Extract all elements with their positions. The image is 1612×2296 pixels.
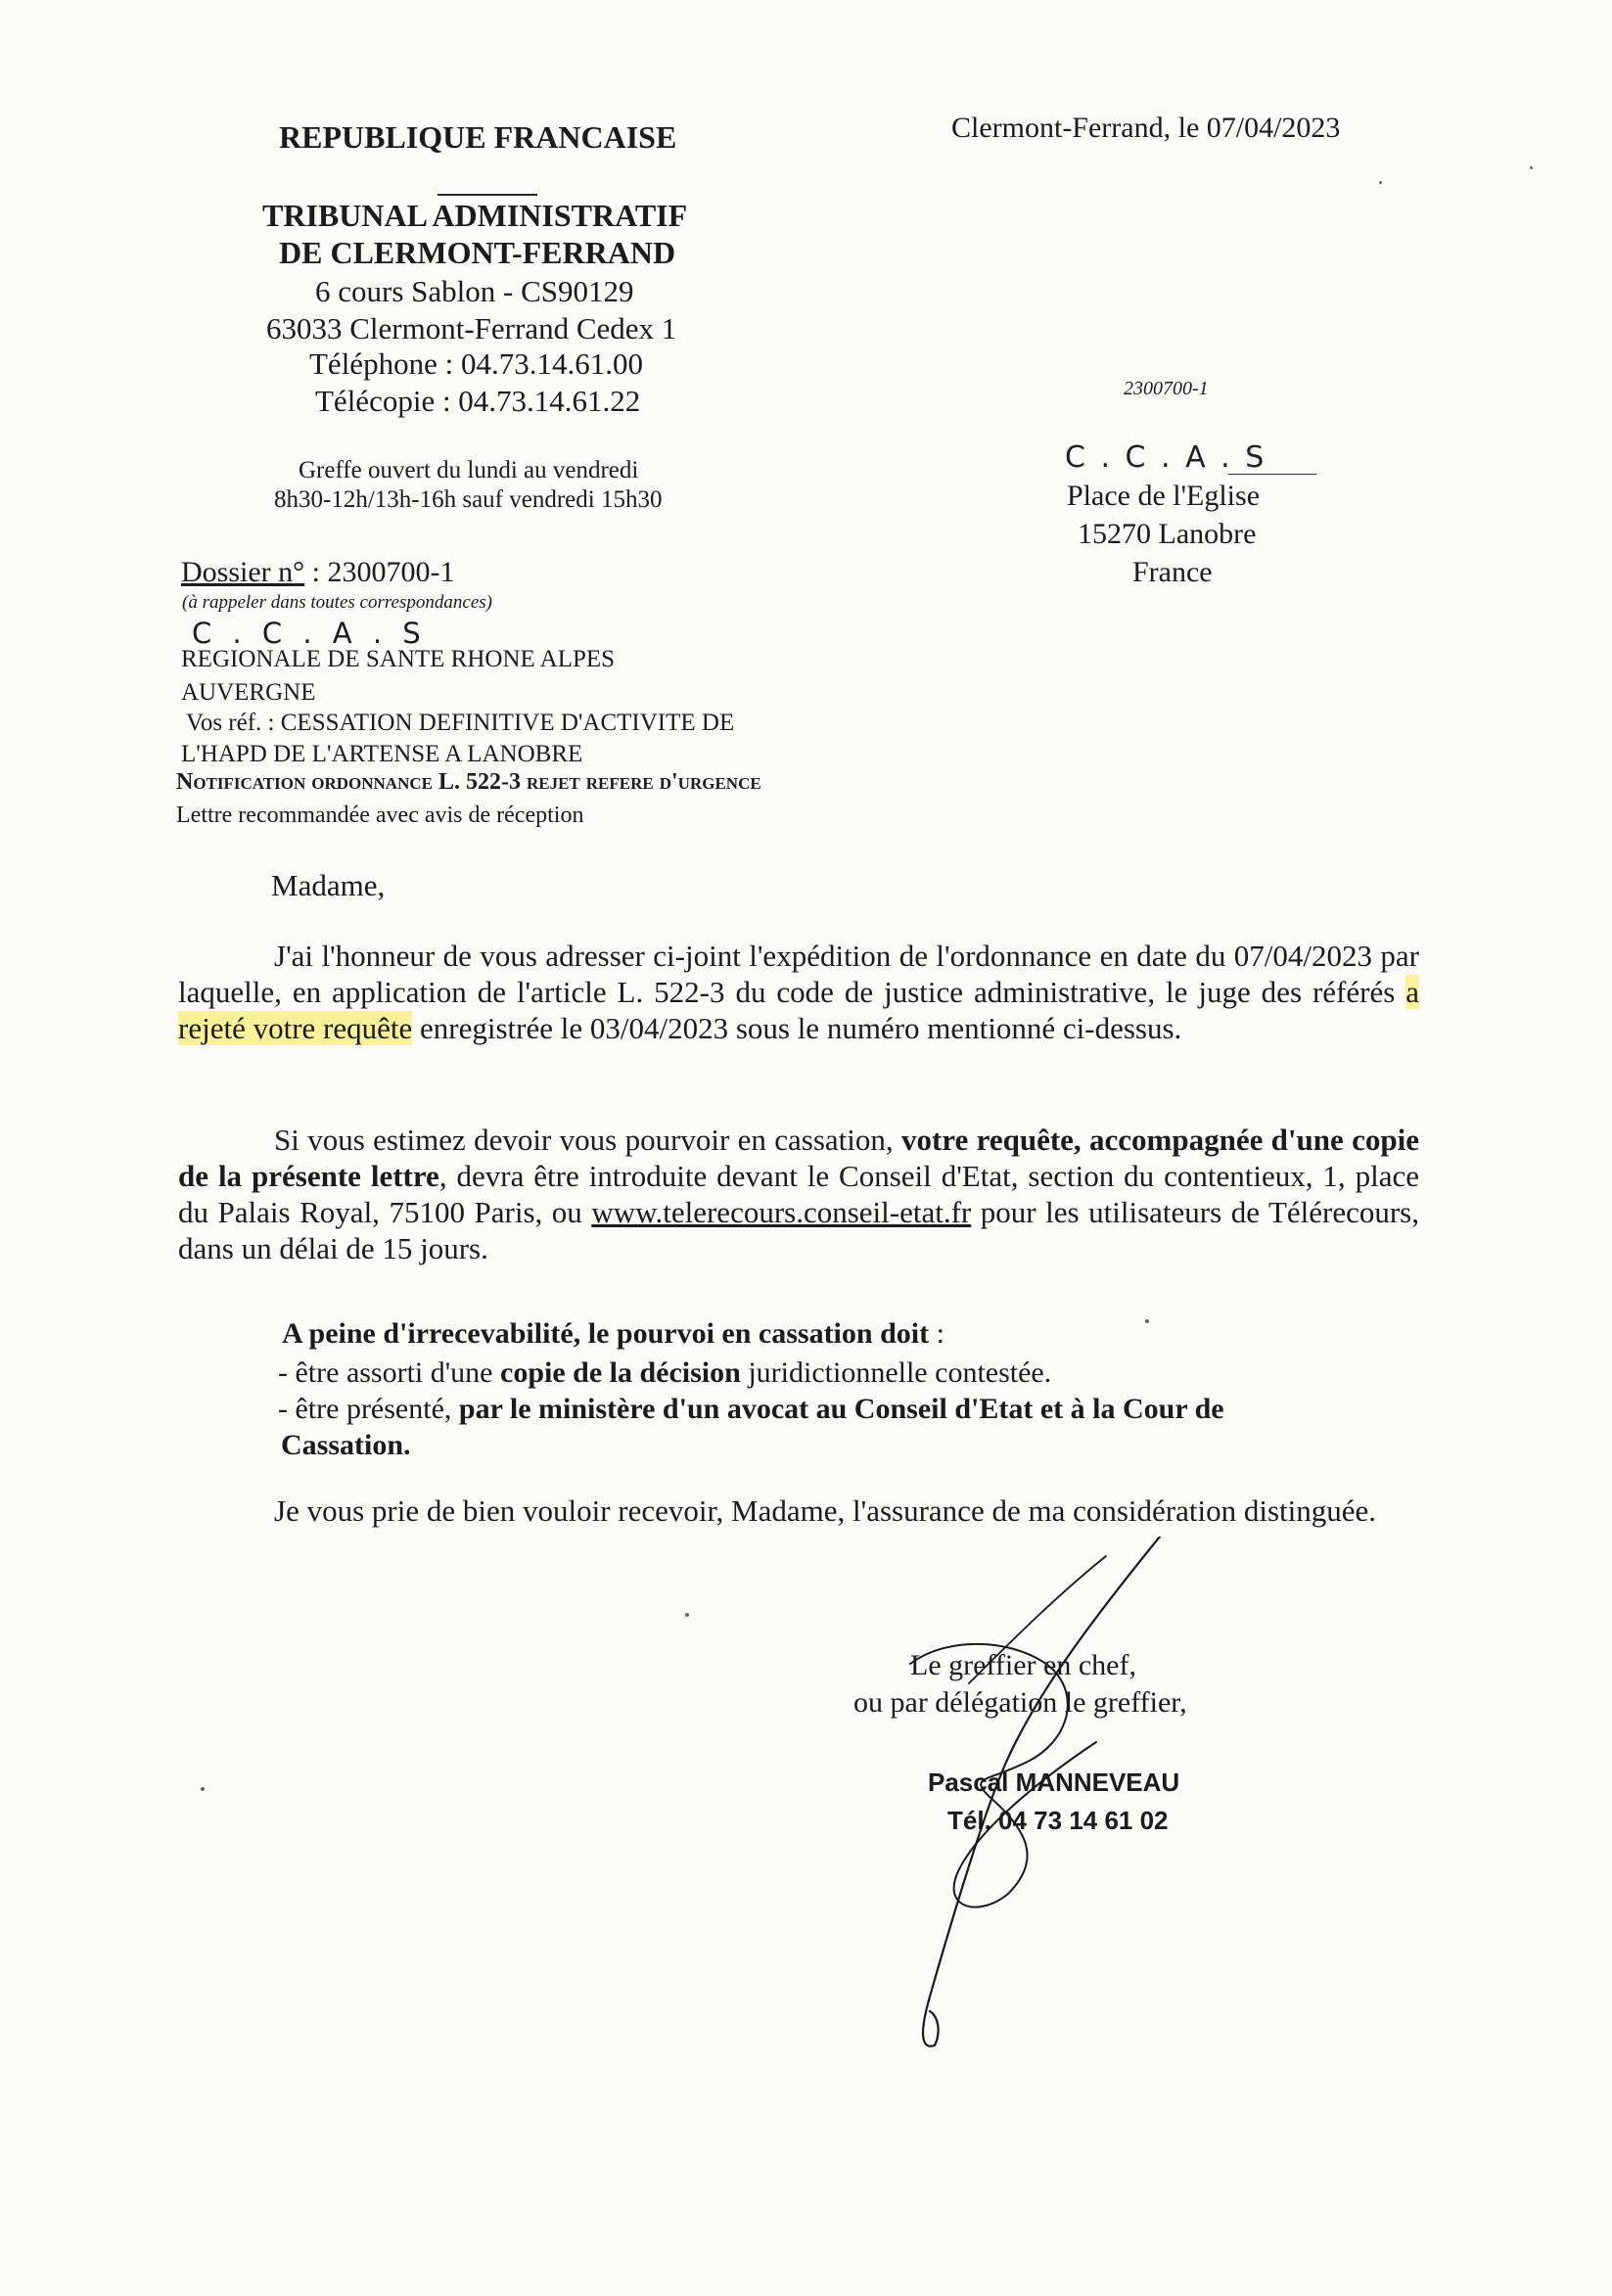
scan-speck xyxy=(1530,166,1533,169)
paragraph1-text-a: J'ai l'honneur de vous adresser ci-joint l'expédition de l'ordonnance en date du 07/04/2023 par laquelle, en application de l'article L. 522-3 du code de justice administrative, le juge des référés xyxy=(178,939,1419,1009)
sender-handwritten: C . C . A . S xyxy=(192,617,427,650)
condition2-bold2: Cassation xyxy=(281,1429,404,1461)
agency-line2: AUVERGNE xyxy=(181,679,316,706)
case-reference-small: 2300700-1 xyxy=(1124,378,1209,399)
telerecours-link[interactable]: www.telerecours.conseil-etat.fr xyxy=(591,1195,972,1229)
condition2-end: . xyxy=(403,1429,411,1461)
scan-speck xyxy=(685,1613,689,1617)
court-address-line2: 63033 Clermont-Ferrand Cedex 1 xyxy=(266,311,677,345)
condition-item-2 xyxy=(278,1393,1224,1426)
signatory-title-line2: ou par délégation le greffier, xyxy=(853,1686,1187,1719)
recipient-city: 15270 Lanobre xyxy=(1078,518,1257,550)
your-reference-line2: L'HAPD DE L'ARTENSE A LANOBRE xyxy=(181,741,583,767)
scan-speck xyxy=(1145,1319,1149,1323)
recipient-country: France xyxy=(1132,556,1213,588)
paragraph2-bold: votre requête, accompagnée d'une copie de la présente lettre xyxy=(178,1123,1419,1193)
dossier-number xyxy=(181,556,454,589)
salutation: Madame, xyxy=(271,868,386,902)
condition1-text-b: juridictionnelle contestée. xyxy=(740,1356,1052,1389)
registry-hours-line2: 8h30-12h/13h-16h sauf vendredi 15h30 xyxy=(274,486,663,513)
court-phone: Téléphone : 04.73.14.61.00 xyxy=(309,346,643,381)
stamp-phone: Tél. 04 73 14 61 02 xyxy=(947,1806,1169,1835)
agency-line1: REGIONALE DE SANTE RHONE ALPES xyxy=(181,646,616,672)
notification-subject: Notification ordonnance L. 522-3 rejet refere d'urgence xyxy=(176,769,761,795)
scan-speck xyxy=(201,1787,205,1791)
dossier-value: : 2300700-1 xyxy=(304,556,455,588)
recipient-handwritten-text: C . C . A . S xyxy=(1065,440,1267,475)
place-and-date: Clermont-Ferrand, le 07/04/2023 xyxy=(951,112,1341,144)
dossier-label: Dossier n° xyxy=(181,556,305,588)
scan-speck xyxy=(1379,181,1382,184)
condition1-bold: copie de la décision xyxy=(500,1356,741,1389)
closing-formula: Je vous prie de bien vouloir recevoir, Madame, l'assurance de ma considération distinguée. xyxy=(274,1493,1377,1528)
conditions-heading xyxy=(282,1317,944,1351)
condition-item-2-continued xyxy=(281,1429,411,1462)
header-divider xyxy=(438,194,537,196)
conditions-heading-colon: : xyxy=(929,1317,944,1350)
recipient-handwritten xyxy=(1065,440,1267,475)
court-name-line2: DE CLERMONT-FERRAND xyxy=(279,235,676,270)
condition2-text-a: - être présenté, xyxy=(278,1393,459,1425)
your-reference-line1: Vos réf. : CESSATION DEFINITIVE D'ACTIVITE DE xyxy=(186,710,735,736)
condition2-bold: par le ministère d'un avocat au Conseil d'Etat et à la Cour de xyxy=(458,1393,1224,1425)
court-name-line1: TRIBUNAL ADMINISTRATIF xyxy=(262,198,688,233)
paragraph-ordonnance xyxy=(178,938,1419,1046)
paragraph-cassation xyxy=(178,1122,1419,1266)
condition1-text-a: - être assorti d'une xyxy=(278,1356,500,1389)
stamp-name: Pascal MANNEVEAU xyxy=(928,1768,1180,1797)
condition-item-1 xyxy=(278,1356,1051,1390)
paragraph2-text-b: , devra être introduite devant le Conseil d'Etat, section du contentieux, 1, place du Palais Royal, 75100 Paris, ou xyxy=(178,1159,1419,1229)
recipient-street: Place de l'Eglise xyxy=(1067,480,1261,512)
paragraph2-text-c: pour les utilisateurs de Télérecours, dans un délai de 15 jours. xyxy=(178,1195,1419,1265)
conditions-heading-text: A peine d'irrecevabilité, le pourvoi en cassation doit xyxy=(282,1317,930,1350)
signatory-title-line1: Le greffier en chef, xyxy=(910,1649,1136,1681)
paragraph1-text-b: enregistrée le 03/04/2023 sous le numéro mentionné ci-dessus. xyxy=(412,1011,1182,1045)
highlighted-rejection: a rejeté votre requête xyxy=(178,975,1419,1045)
paragraph2-text-a: Si vous estimez devoir vous pourvoir en cassation, xyxy=(274,1123,901,1157)
handwritten-signature xyxy=(881,1537,1233,2065)
recipient-underline xyxy=(1228,474,1316,475)
dossier-note: (à rappeler dans toutes correspondances) xyxy=(182,592,492,613)
republic-heading: REPUBLIQUE FRANCAISE xyxy=(279,119,677,155)
registry-hours-line1: Greffe ouvert du lundi au vendredi xyxy=(299,457,639,483)
registered-mail-note: Lettre recommandée avec avis de réception xyxy=(176,803,584,828)
court-address-line1: 6 cours Sablon - CS90129 xyxy=(315,274,634,308)
court-fax: Télécopie : 04.73.14.61.22 xyxy=(315,384,641,418)
